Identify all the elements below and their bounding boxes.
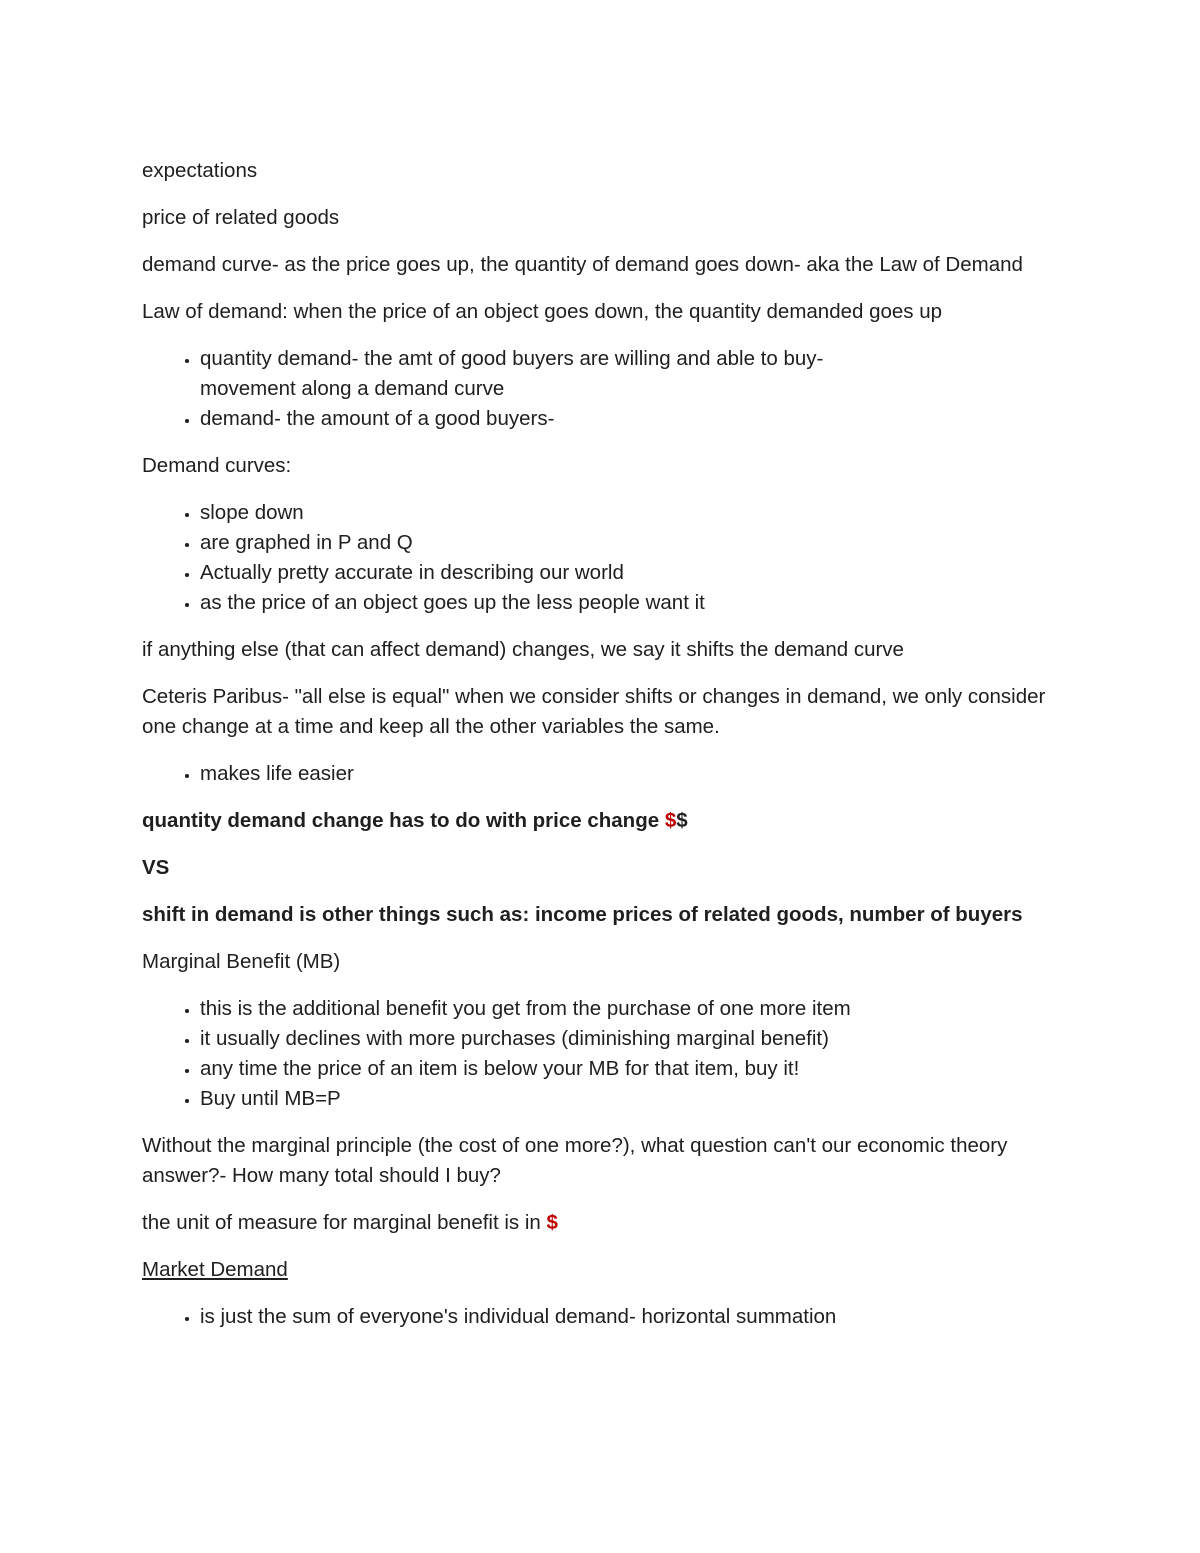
list-item: • this is the additional benefit you get from the purchase of one more item [200, 994, 1062, 1024]
list-item: • slope down [200, 498, 1062, 528]
document-page [142, 156, 1062, 1349]
paragraph-expectations: expectations [142, 159, 258, 182]
paragraph-ceteris-paribus: Ceteris Paribus- "all else is equal" when we consider shifts or changes in demand, we only consider one change at a time and keep all the other variables the same. [142, 685, 1046, 738]
list-item: • any time the price of an item is below your MB for that item, buy it! [200, 1054, 1062, 1084]
list-item: • quantity demand- the amt of good buyers are willing and able to buy- movement along a demand curve [200, 344, 1062, 404]
paragraph-demand-curves-heading: Demand curves: [142, 454, 292, 477]
list-marginal-benefit [142, 994, 1062, 1114]
list-item: • is just the sum of everyone's individual demand- horizontal summation [200, 1302, 1062, 1332]
list-ceteris-paribus [142, 759, 1062, 789]
paragraph-shift-demand-curve: if anything else (that can affect demand) changes, we say it shifts the demand curve [142, 638, 904, 661]
list-item: • Actually pretty accurate in describing our world [200, 558, 1062, 588]
unit-of-measure-text: the unit of measure for marginal benefit is in [142, 1211, 547, 1234]
list-item: • Buy until MB=P [200, 1084, 1062, 1114]
dollar-sign-red: $ [546, 1211, 558, 1234]
paragraph-vs: VS [142, 856, 170, 879]
paragraph-quantity-demand-change [142, 806, 1062, 836]
dollar-sign-red: $ [664, 809, 677, 832]
list-demand-curves [142, 498, 1062, 618]
list-item: • as the price of an object goes up the less people want it [200, 588, 1062, 618]
paragraph-price-related-goods: price of related goods [142, 206, 340, 229]
paragraph-marginal-benefit-heading: Marginal Benefit (MB) [142, 950, 341, 973]
list-item: • makes life easier [200, 759, 1062, 789]
paragraph-unit-of-measure [142, 1208, 1062, 1238]
paragraph-market-demand-heading: Market Demand [142, 1258, 288, 1281]
paragraph-law-of-demand: Law of demand: when the price of an object goes down, the quantity demanded goes up [142, 300, 943, 323]
paragraph-marginal-principle: Without the marginal principle (the cost of one more?), what question can't our economic theory answer?- How many total should I buy? [142, 1134, 1008, 1187]
quantity-demand-text: quantity demand change has to do with price change [142, 809, 665, 832]
list-item: • demand- the amount of a good buyers- [200, 404, 1062, 434]
list-item: • it usually declines with more purchases (diminishing marginal benefit) [200, 1024, 1062, 1054]
paragraph-demand-curve: demand curve- as the price goes up, the quantity of demand goes down- aka the Law of Demand [142, 253, 1023, 276]
list-law-of-demand [142, 344, 1062, 434]
dollar-sign: $ [676, 809, 688, 832]
paragraph-shift-in-demand: shift in demand is other things such as: income prices of related goods, number of buyers [142, 903, 1023, 926]
list-item: • are graphed in P and Q [200, 528, 1062, 558]
list-market-demand [142, 1302, 1062, 1332]
